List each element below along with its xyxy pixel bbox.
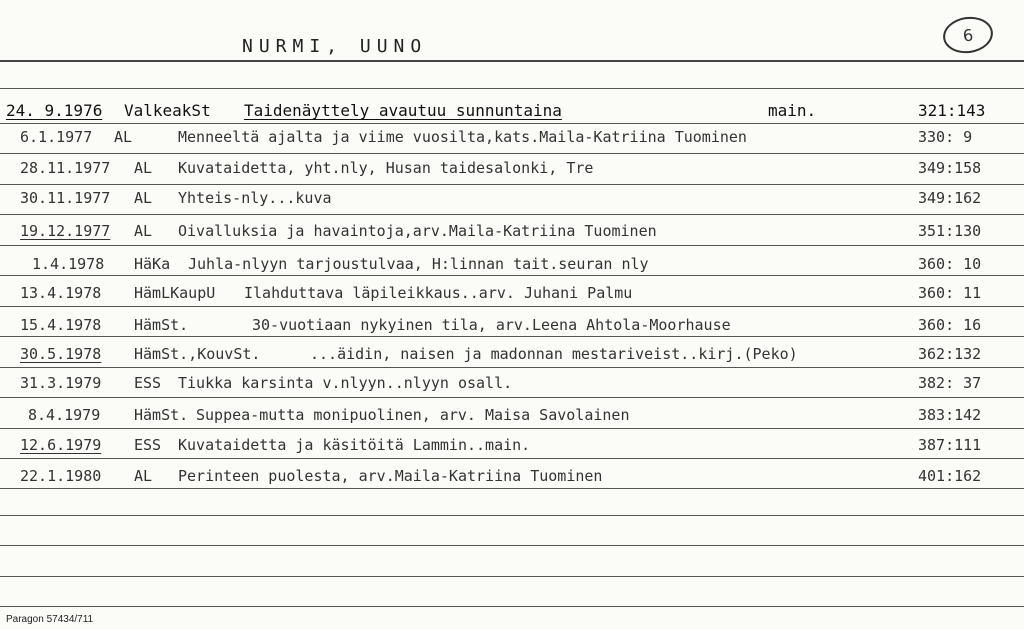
ruled-line (0, 88, 1024, 89)
entry-source: ESS (134, 374, 162, 392)
entry-row (0, 316, 1024, 346)
entry-text: Yhteis-nly...kuva (178, 189, 332, 207)
entry-ref: 360: 16 (918, 316, 982, 334)
entry-ref: 321:143 (918, 101, 986, 120)
entry-date: 8.4.1979 (28, 406, 101, 424)
card-number-badge: 6 (941, 14, 996, 57)
entry-ref: 349:158 (918, 159, 982, 177)
ruled-line (0, 606, 1024, 607)
entry-row (0, 189, 1024, 219)
entry-row (0, 101, 1024, 131)
entry-text: Juhla-nlyyn tarjoustulvaa, H:linnan tait.seuran nly (188, 255, 649, 273)
entry-ref: 401:162 (918, 467, 982, 485)
entry-date: 12.6.1979 (20, 436, 102, 454)
entry-ref: 382: 37 (918, 374, 982, 392)
entry-date: 22.1.1980 (20, 467, 102, 485)
entry-text: Oivalluksia ja havaintoja,arv.Maila-Katriina Tuominen (178, 222, 657, 240)
entry-source: AL (134, 222, 153, 240)
entry-ref: 360: 10 (918, 255, 982, 273)
entry-ref: 360: 11 (918, 284, 982, 302)
entry-date: 31.3.1979 (20, 374, 102, 392)
entry-text: Kuvataidetta ja käsitöitä Lammin..main. (178, 436, 531, 454)
entry-row (0, 284, 1024, 314)
entry-ref: 349:162 (918, 189, 982, 207)
entry-source: AL (134, 467, 153, 485)
entry-text: Menneeltä ajalta ja viime vuosilta,kats.Maila-Katriina Tuominen (178, 128, 747, 146)
ruled-line (0, 545, 1024, 546)
entry-row (0, 374, 1024, 404)
entry-date: 13.4.1978 (20, 284, 102, 302)
entry-row (0, 255, 1024, 285)
entry-row (0, 159, 1024, 189)
entry-date: 30.11.1977 (20, 189, 111, 207)
entry-date: 19.12.1977 (20, 222, 111, 240)
entry-ref: 383:142 (918, 406, 982, 424)
entry-text: 30-vuotiaan nykyinen tila, arv.Leena Ahtola-Moorhause (252, 316, 731, 334)
entry-date: 1.4.1978 (32, 255, 105, 273)
entry-extra: main. (768, 101, 817, 120)
entry-text: Taidenäyttely avautuu sunnuntaina (244, 101, 562, 120)
entry-date: 15.4.1978 (20, 316, 102, 334)
entry-ref: 330: 9 (918, 128, 973, 146)
entry-row (0, 128, 1024, 158)
card-title: NURMI, UUNO (242, 36, 428, 57)
entry-text: Kuvataidetta, yht.nly, Husan taidesalonki, Tre (178, 159, 594, 177)
entry-date: 24. 9.1976 (6, 101, 103, 120)
entry-text: Ilahduttava läpileikkaus..arv. Juhani Palmu (244, 284, 633, 302)
entry-row (0, 436, 1024, 466)
entry-date: 28.11.1977 (20, 159, 111, 177)
entry-source: AL (114, 128, 133, 146)
entry-ref: 362:132 (918, 345, 982, 363)
entry-ref: 351:130 (918, 222, 982, 240)
entry-source: HämLKaupU (134, 284, 216, 302)
entry-source: AL (134, 159, 153, 177)
entry-source: HämSt. (134, 406, 189, 424)
entry-row (0, 345, 1024, 375)
entry-date: 6.1.1977 (20, 128, 93, 146)
entry-source: HämSt.,KouvSt. (134, 345, 261, 363)
entry-source: AL (134, 189, 153, 207)
entry-text: Perinteen puolesta, arv.Maila-Katriina Tuominen (178, 467, 603, 485)
entry-source: HämSt. (134, 316, 189, 334)
entry-text: Tiukka karsinta v.nlyyn..nlyyn osall. (178, 374, 513, 392)
entry-ref: 387:111 (918, 436, 982, 454)
entry-source: ESS (134, 436, 162, 454)
entry-source: HäKa (134, 255, 171, 273)
entry-row (0, 467, 1024, 497)
entry-text: ...äidin, naisen ja madonnan mestariveist..kirj.(Peko) (310, 345, 798, 363)
entry-date: 30.5.1978 (20, 345, 102, 363)
entry-row (0, 222, 1024, 252)
ruled-line (0, 515, 1024, 516)
title-divider (0, 60, 1024, 62)
entry-source: ValkeakSt (124, 101, 211, 120)
ruled-line (0, 576, 1024, 577)
card-footer: Paragon 57434/711 (6, 614, 94, 625)
entry-row (0, 406, 1024, 436)
entry-text: Suppea-mutta monipuolinen, arv. Maisa Savolainen (196, 406, 630, 424)
